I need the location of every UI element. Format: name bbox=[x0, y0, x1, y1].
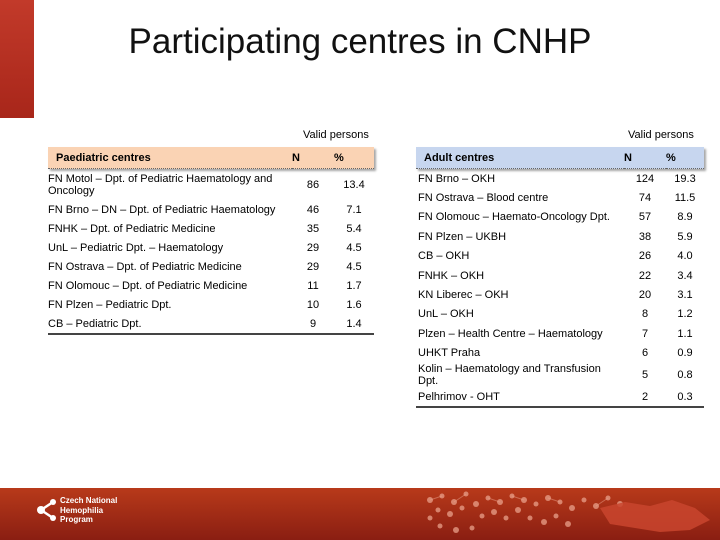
adult-n-cell: 124 bbox=[635, 172, 655, 185]
paediatric-pct-cell: 13.4 bbox=[343, 178, 365, 191]
paediatric-pct-cell: 4.5 bbox=[346, 241, 362, 254]
paediatric-table-row bbox=[48, 257, 374, 276]
paediatric-n-cell: 46 bbox=[306, 203, 320, 216]
adult-centre-cell: KN Liberec – OKH bbox=[418, 289, 509, 302]
adult-n-cell: 26 bbox=[638, 250, 652, 263]
paediatric-valid-persons-label: Valid persons bbox=[303, 129, 369, 141]
adult-header-pct: % bbox=[666, 147, 704, 169]
adult-centre-cell: FN Olomouc – Haemato-Oncology Dpt. bbox=[418, 211, 610, 224]
adult-pct-cell: 3.1 bbox=[677, 289, 693, 302]
adult-table-row bbox=[416, 208, 704, 227]
adult-centre-cell: Kolin – Haematology and Transfusion Dpt. bbox=[418, 362, 601, 387]
paediatric-n-cell: 29 bbox=[306, 260, 320, 273]
adult-table-row bbox=[416, 305, 704, 324]
paediatric-pct-cell: 1.6 bbox=[346, 298, 362, 311]
adult-table-row bbox=[416, 188, 704, 207]
paediatric-n-cell: 35 bbox=[306, 222, 320, 235]
adult-pct-cell: 11.5 bbox=[674, 192, 696, 205]
slide-title: Participating centres in CNHP bbox=[128, 22, 592, 61]
logo-line-3: Program bbox=[60, 515, 93, 524]
paediatric-centre-cell: FN Motol – Dpt. of Pediatric Haematology and Oncology bbox=[48, 172, 273, 197]
adult-table-row bbox=[416, 169, 704, 189]
cnhp-logo-text bbox=[60, 496, 117, 525]
paediatric-n-cell: 29 bbox=[306, 241, 320, 254]
adult-centre-cell: Plzen – Health Centre – Haematology bbox=[418, 327, 603, 340]
adult-centre-cell: FN Brno – OKH bbox=[418, 172, 496, 185]
paediatric-n-cell: 11 bbox=[307, 279, 319, 292]
logo-line-1: Czech National bbox=[60, 496, 118, 505]
paediatric-centre-cell: FN Brno – DN – Dpt. of Pediatric Haematology bbox=[48, 203, 276, 216]
paediatric-pct-cell: 7.1 bbox=[346, 203, 362, 216]
paediatric-centre-cell: FN Olomouc – Dpt. of Pediatric Medicine bbox=[48, 279, 248, 292]
paediatric-table bbox=[48, 147, 374, 335]
adult-pct-cell: 1.1 bbox=[677, 327, 693, 340]
adult-header-centre: Adult centres bbox=[416, 147, 624, 169]
adult-n-cell: 8 bbox=[641, 308, 649, 321]
adult-table-row bbox=[416, 324, 704, 343]
adult-table-row bbox=[416, 227, 704, 246]
adult-n-cell: 38 bbox=[638, 230, 652, 243]
adult-pct-cell: 4.0 bbox=[677, 250, 693, 263]
adult-centre-cell: CB – OKH bbox=[418, 250, 470, 263]
adult-centre-cell: FN Plzen – UKBH bbox=[418, 230, 507, 243]
adult-n-cell: 20 bbox=[638, 289, 652, 302]
paediatric-header-centre: Paediatric centres bbox=[48, 147, 292, 169]
adult-table-row bbox=[416, 363, 704, 387]
paediatric-table-row bbox=[48, 219, 374, 238]
paediatric-pct-cell: 1.4 bbox=[334, 314, 374, 334]
adult-valid-persons-label: Valid persons bbox=[628, 129, 694, 141]
paediatric-header-row bbox=[48, 147, 374, 169]
adult-pct-cell: 8.9 bbox=[677, 211, 693, 224]
adult-centre-cell: UHKT Praha bbox=[418, 347, 481, 360]
paediatric-header-n: N bbox=[292, 147, 334, 169]
paediatric-centre-cell: UnL – Pediatric Dpt. – Haematology bbox=[48, 241, 224, 254]
adult-n-cell: 57 bbox=[638, 211, 652, 224]
paediatric-header-pct: % bbox=[334, 147, 374, 169]
adult-header-n: N bbox=[624, 147, 666, 169]
adult-pct-cell: 19.3 bbox=[674, 172, 696, 185]
adult-n-cell: 7 bbox=[641, 327, 649, 340]
adult-table-row bbox=[416, 387, 704, 407]
adult-table bbox=[416, 147, 704, 408]
adult-header-row bbox=[416, 147, 704, 169]
logo-line-2: Hemophilia bbox=[60, 505, 104, 515]
paediatric-centre-cell: FNHK – Dpt. of Pediatric Medicine bbox=[48, 222, 216, 235]
cnhp-logo-icon bbox=[36, 498, 58, 522]
adult-pct-cell: 0.3 bbox=[666, 387, 704, 407]
adult-centre-cell: FNHK – OKH bbox=[418, 269, 485, 282]
adult-pct-cell: 1.2 bbox=[677, 308, 693, 321]
paediatric-n-cell: 9 bbox=[292, 314, 334, 334]
adult-pct-cell: 5.9 bbox=[677, 230, 693, 243]
adult-pct-cell: 0.9 bbox=[677, 347, 693, 360]
paediatric-n-cell: 86 bbox=[306, 178, 320, 191]
adult-n-cell: 5 bbox=[641, 368, 649, 381]
paediatric-table-row bbox=[48, 200, 374, 219]
paediatric-centre-cell: FN Ostrava – Dpt. of Pediatric Medicine bbox=[48, 260, 242, 273]
adult-table-row bbox=[416, 285, 704, 304]
paediatric-centre-cell: FN Plzen – Pediatric Dpt. bbox=[48, 298, 172, 311]
paediatric-table-row bbox=[48, 295, 374, 314]
adult-n-cell: 74 bbox=[638, 192, 652, 205]
adult-centre-cell: FN Ostrava – Blood centre bbox=[418, 192, 549, 205]
adult-table-row bbox=[416, 266, 704, 285]
adult-centre-cell: UnL – OKH bbox=[418, 308, 474, 321]
adult-pct-cell: 3.4 bbox=[677, 269, 693, 282]
adult-n-cell: 2 bbox=[624, 387, 666, 407]
paediatric-table-row bbox=[48, 238, 374, 257]
adult-pct-cell: 0.8 bbox=[677, 368, 693, 381]
adult-centre-cell: Pelhrimov - OHT bbox=[416, 387, 624, 407]
paediatric-n-cell: 10 bbox=[306, 298, 320, 311]
adult-table-row bbox=[416, 247, 704, 266]
paediatric-table-row bbox=[48, 169, 374, 201]
paediatric-table-row bbox=[48, 314, 374, 334]
adult-table-row bbox=[416, 344, 704, 363]
paediatric-pct-cell: 1.7 bbox=[346, 279, 362, 292]
adult-n-cell: 6 bbox=[641, 347, 649, 360]
decorative-network-pattern bbox=[410, 488, 720, 540]
paediatric-centre-cell: CB – Pediatric Dpt. bbox=[48, 314, 292, 334]
adult-n-cell: 22 bbox=[638, 269, 652, 282]
paediatric-pct-cell: 5.4 bbox=[346, 222, 362, 235]
paediatric-pct-cell: 4.5 bbox=[346, 260, 362, 273]
paediatric-table-row bbox=[48, 276, 374, 295]
